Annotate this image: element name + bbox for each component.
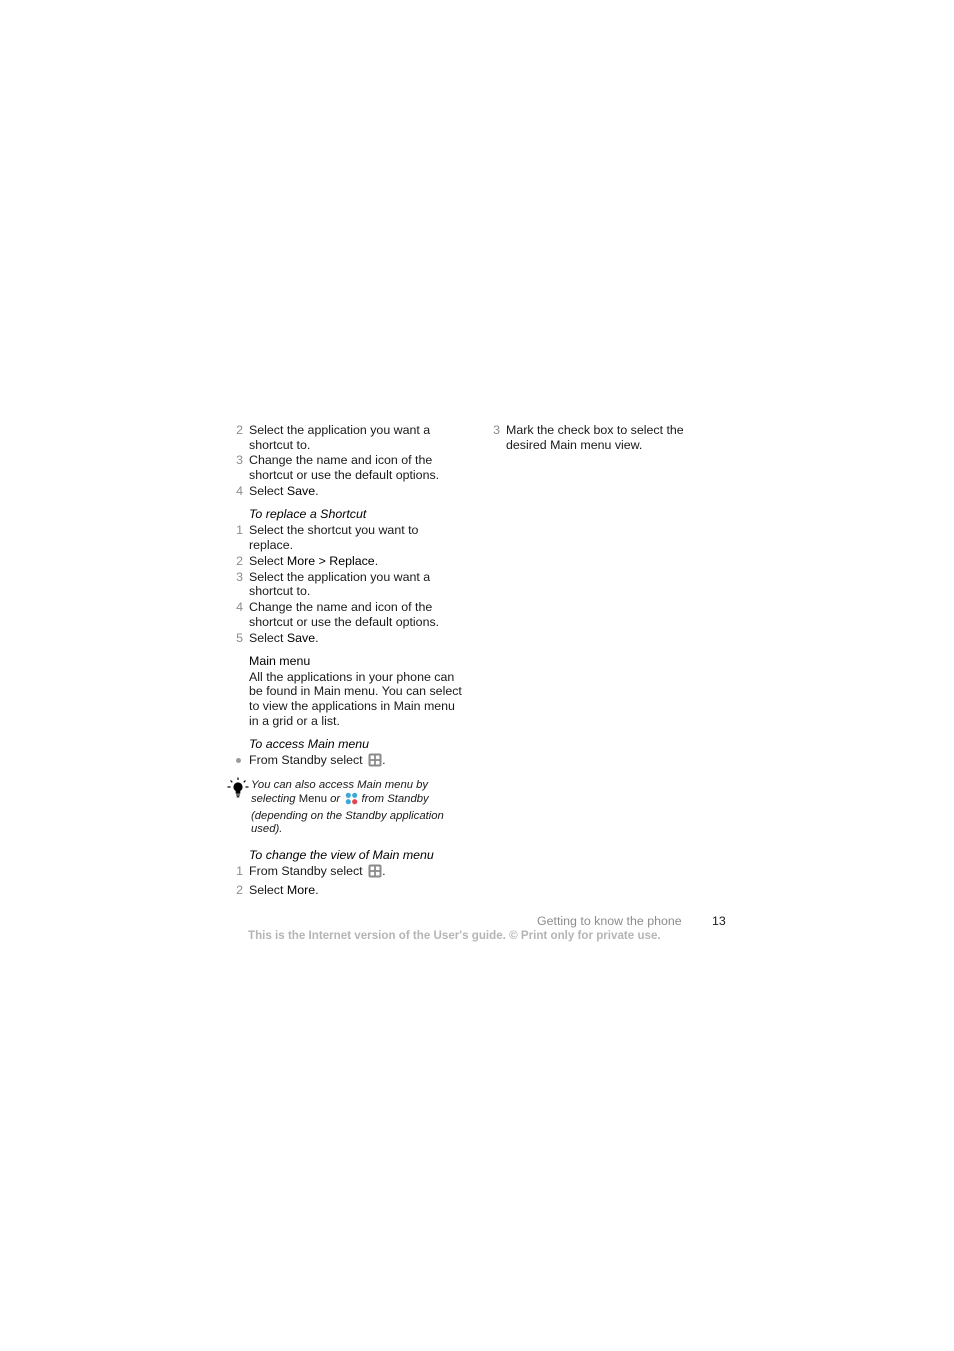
step-item — [232, 631, 464, 646]
step-item — [232, 453, 464, 482]
four-dots-icon — [345, 792, 358, 810]
grid-menu-icon — [368, 753, 382, 771]
ui-label-menu: Menu — [298, 793, 327, 806]
step-text-pre: Select — [249, 630, 287, 645]
step-text: Select the application you want a shortcut to. — [249, 423, 431, 452]
left-column — [232, 423, 464, 899]
grid-menu-icon — [368, 864, 382, 882]
ui-label-save: Save — [286, 630, 316, 645]
step-text-pre: Select — [249, 483, 287, 498]
bullet-text-pre: From Standby select — [249, 752, 367, 767]
main-menu-paragraph: All the applications in your phone can be found in Main menu. You can select to view the applications in Main menu in a grid or a list. — [249, 669, 462, 728]
step-text: Change the name and icon of the shortcut or use the default options. — [249, 600, 440, 629]
section-title-main-menu: Main menu — [249, 653, 311, 668]
step-number: 2 — [236, 423, 243, 437]
page-number: 13 — [712, 914, 726, 928]
step-text: Mark the check box to select the desired Main menu view. — [506, 423, 684, 452]
tip-text-2: or — [327, 793, 344, 806]
tip-text-3: from Standby (depending on the Standby application used). — [251, 793, 444, 836]
step-number: 2 — [236, 882, 243, 897]
step-text-post: . — [315, 483, 319, 498]
step-item — [232, 484, 464, 499]
step-item — [489, 423, 721, 452]
step-text-post: . — [374, 553, 379, 568]
bullet-item — [232, 753, 464, 771]
step-item — [232, 523, 464, 552]
step-number: 5 — [236, 630, 243, 645]
step-text-pre: Select — [249, 553, 287, 568]
step-item — [232, 600, 464, 629]
ui-label-save: Save — [286, 483, 316, 498]
step-number: 3 — [236, 569, 243, 584]
heading-replace-shortcut: To replace a Shortcut — [249, 507, 367, 522]
step-number: 4 — [236, 483, 243, 498]
step-text-post: . — [382, 863, 386, 878]
step-number: 2 — [236, 553, 243, 568]
footer-disclaimer: This is the Internet version of the User's guide. © Print only for private use. — [248, 929, 661, 942]
step-text: Select the application you want a shortcut to. — [249, 569, 431, 599]
step-item — [232, 864, 464, 882]
step-item — [232, 883, 464, 898]
footer-section-title: Getting to know the phone — [537, 914, 682, 928]
step-item — [232, 554, 464, 569]
bullet-text-post: . — [382, 752, 386, 767]
step-number: 1 — [236, 863, 243, 878]
step-text-post: . — [315, 630, 319, 645]
step-text-pre: From Standby select — [249, 863, 367, 878]
ui-label-more: More — [286, 882, 316, 897]
tip-text-1: You can also access Main menu by selecting — [251, 778, 429, 806]
heading-change-view: To change the view of Main menu — [249, 847, 434, 862]
step-item — [232, 570, 464, 599]
step-text: Change the name and icon of the shortcut or use the default options. — [249, 453, 440, 483]
step-number: 3 — [493, 423, 500, 437]
step-number: 1 — [236, 523, 243, 538]
lightbulb-icon — [227, 777, 249, 799]
right-column — [489, 423, 721, 453]
step-text-post: . — [315, 882, 319, 897]
bullet-dot — [236, 758, 241, 763]
step-number: 4 — [236, 600, 243, 615]
step-text-pre: Select — [249, 882, 287, 897]
step-number: 3 — [236, 453, 243, 468]
tip-note — [232, 779, 464, 837]
ui-label-more-replace: More > Replace — [286, 553, 375, 568]
heading-access-main-menu: To access Main menu — [249, 737, 370, 752]
step-item — [232, 423, 464, 452]
step-text: Select the shortcut you want to replace. — [249, 523, 419, 552]
